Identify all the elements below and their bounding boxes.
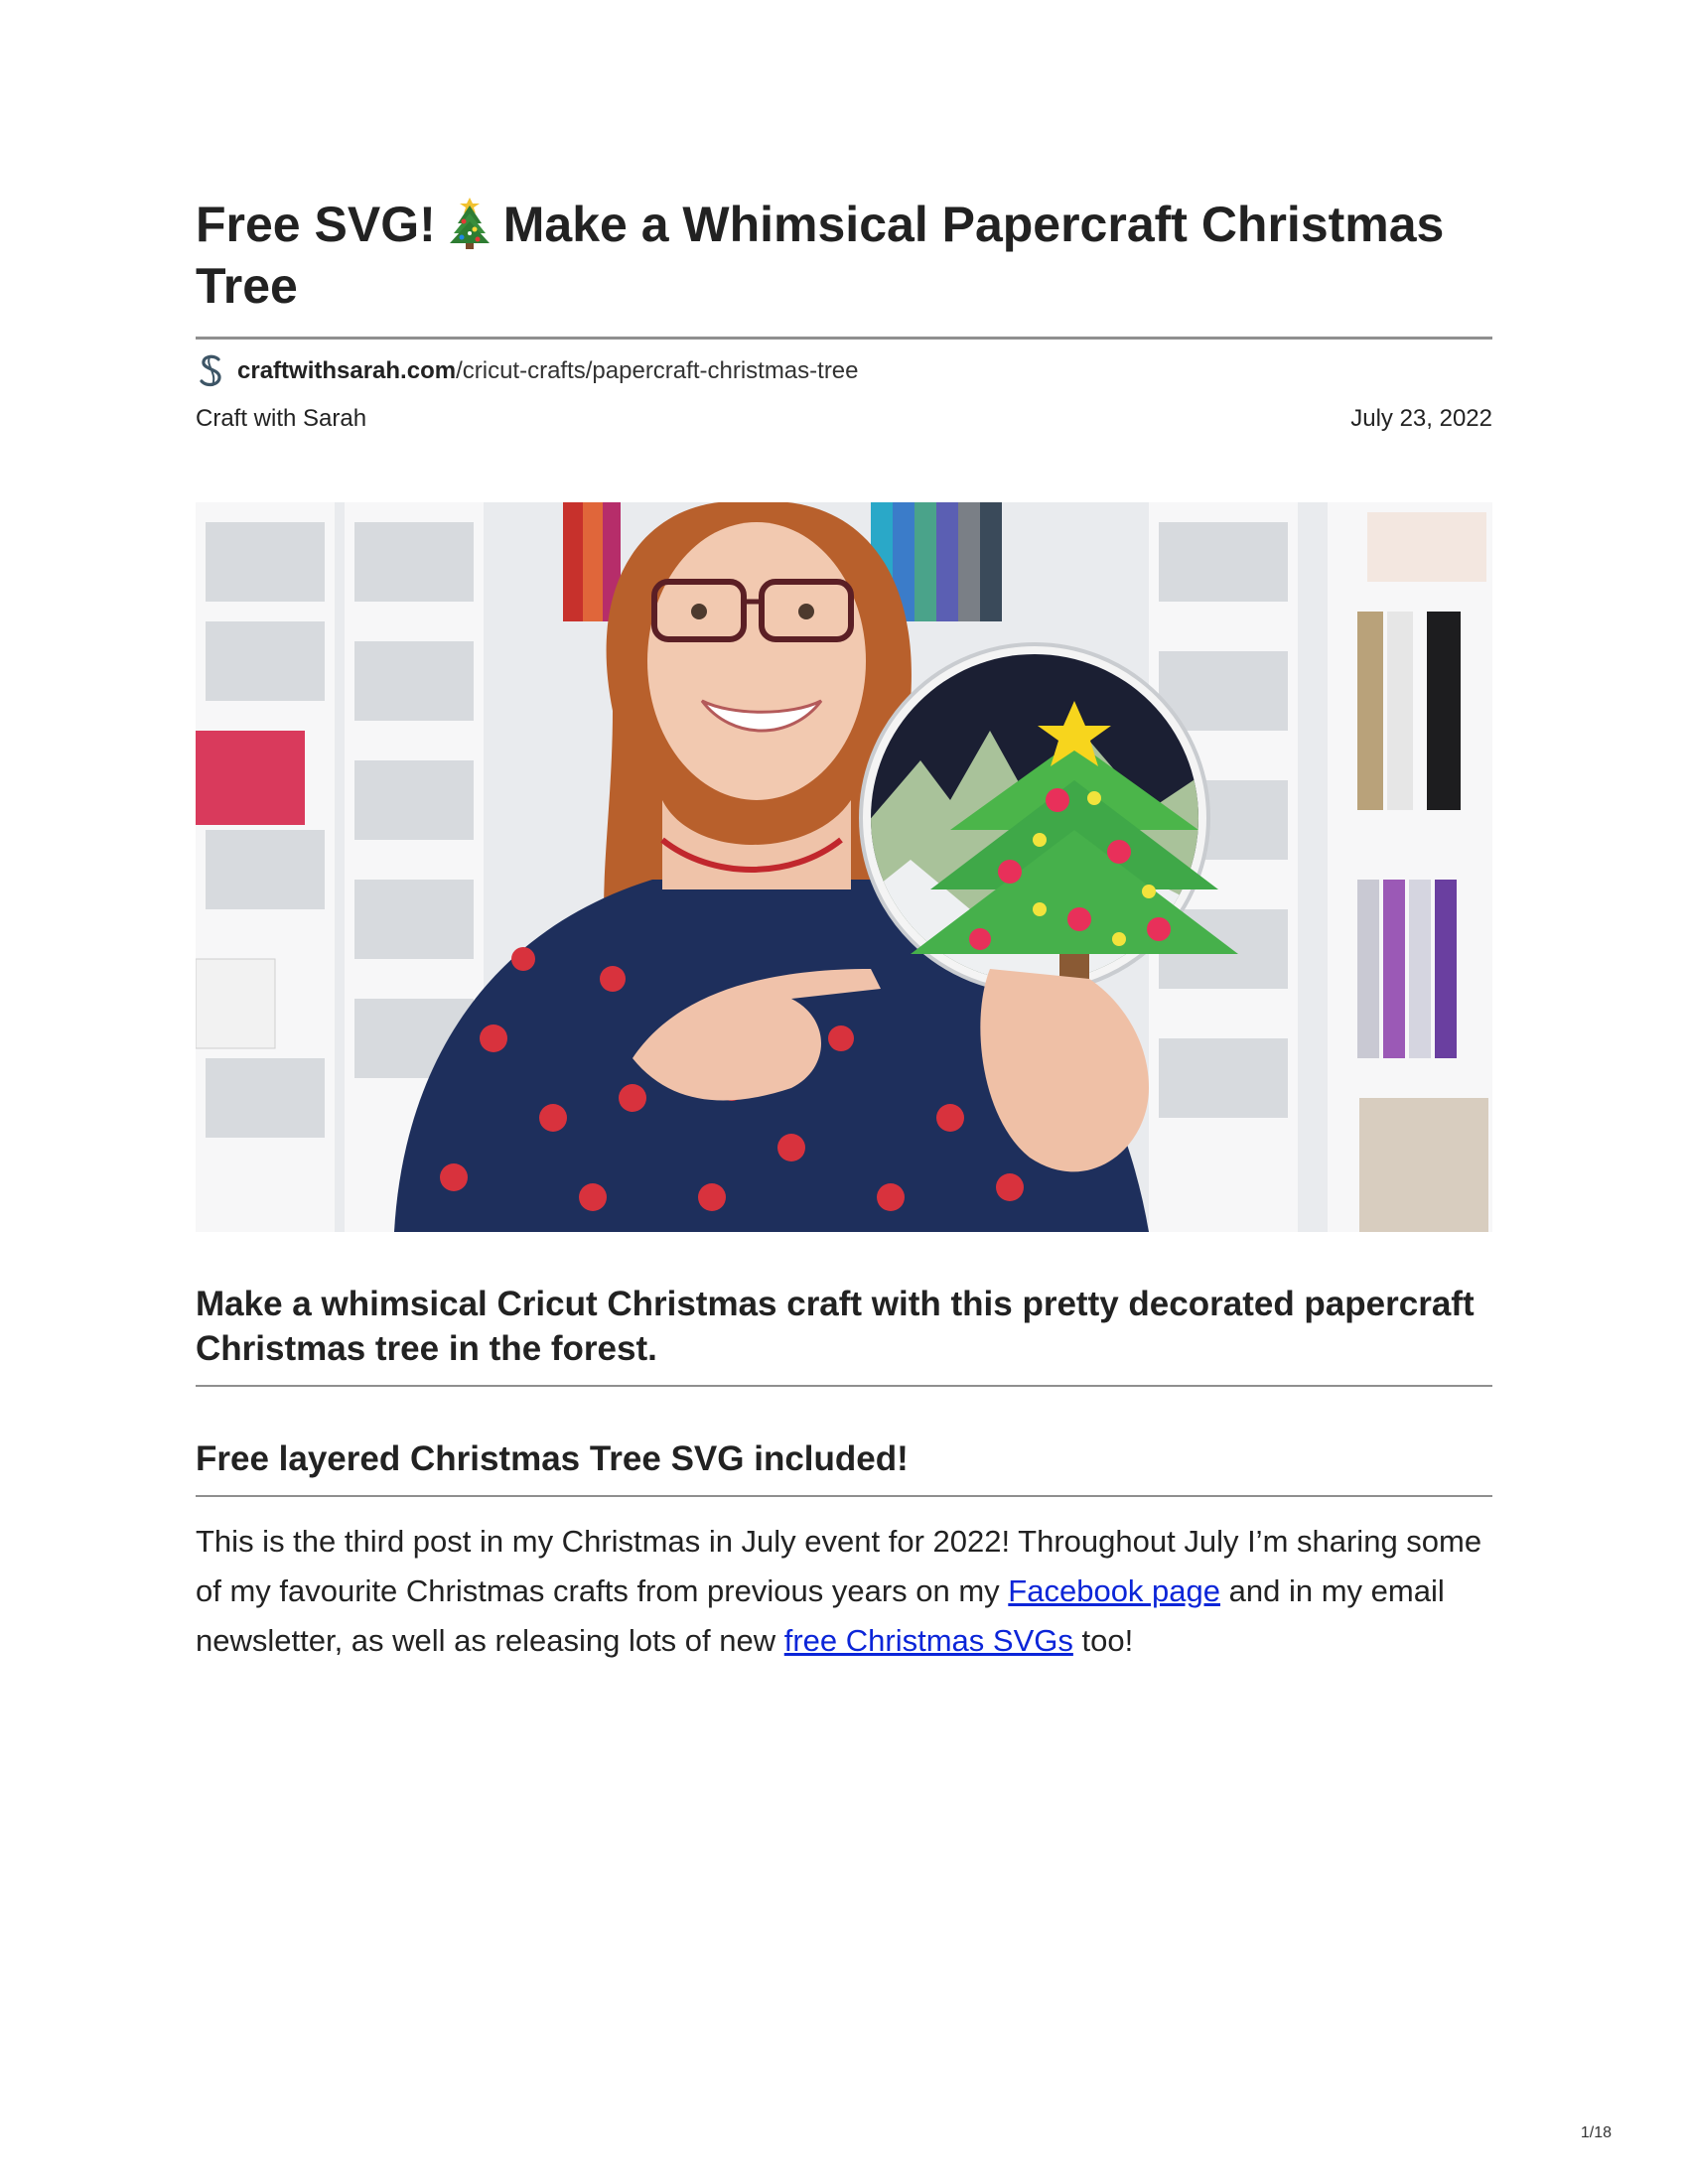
author-name: Craft with Sarah bbox=[196, 405, 367, 432]
section-divider bbox=[196, 1495, 1492, 1497]
lead-divider bbox=[196, 1385, 1492, 1387]
facebook-page-link[interactable]: Facebook page bbox=[1008, 1573, 1221, 1608]
page-number: 1/18 bbox=[1580, 2124, 1612, 2141]
body-paragraph bbox=[196, 1517, 1492, 1666]
page-title bbox=[196, 194, 1492, 317]
free-christmas-svgs-link[interactable]: free Christmas SVGs bbox=[783, 1623, 1073, 1658]
article-lead: Make a whimsical Cricut Christmas craft with this pretty decorated papercraft Christmas tree in the forest. bbox=[196, 1285, 1475, 1368]
publish-date: July 23, 2022 bbox=[1350, 405, 1492, 432]
meta-row bbox=[196, 405, 1492, 433]
section-heading: Free layered Christmas Tree SVG included! bbox=[196, 1439, 909, 1478]
site-logo-icon bbox=[196, 353, 227, 389]
title-divider bbox=[196, 337, 1492, 340]
paragraph-text-3: too! bbox=[1072, 1623, 1134, 1658]
paragraph-text-1: This is the third post in my Christmas in July event for 2022! Throughout July I’m sharing some of my favourite Christmas crafts from previous years on my bbox=[196, 1524, 1482, 1608]
title-part-1: Free SVG! bbox=[196, 197, 436, 252]
paragraph-text-2: and in my email newsletter, as well as releasing lots of new bbox=[196, 1573, 1445, 1658]
source-domain[interactable]: craftwithsarah.com bbox=[237, 357, 457, 384]
source-path[interactable]: /cricut-crafts/papercraft-christmas-tree bbox=[456, 357, 859, 384]
source-line bbox=[196, 353, 1492, 389]
hero-photo bbox=[196, 502, 1492, 1232]
article bbox=[196, 194, 1492, 1666]
title-part-2: Make a Whimsical Papercraft Christmas Tree bbox=[196, 197, 1445, 314]
christmas-tree-emoji-icon bbox=[442, 194, 497, 249]
